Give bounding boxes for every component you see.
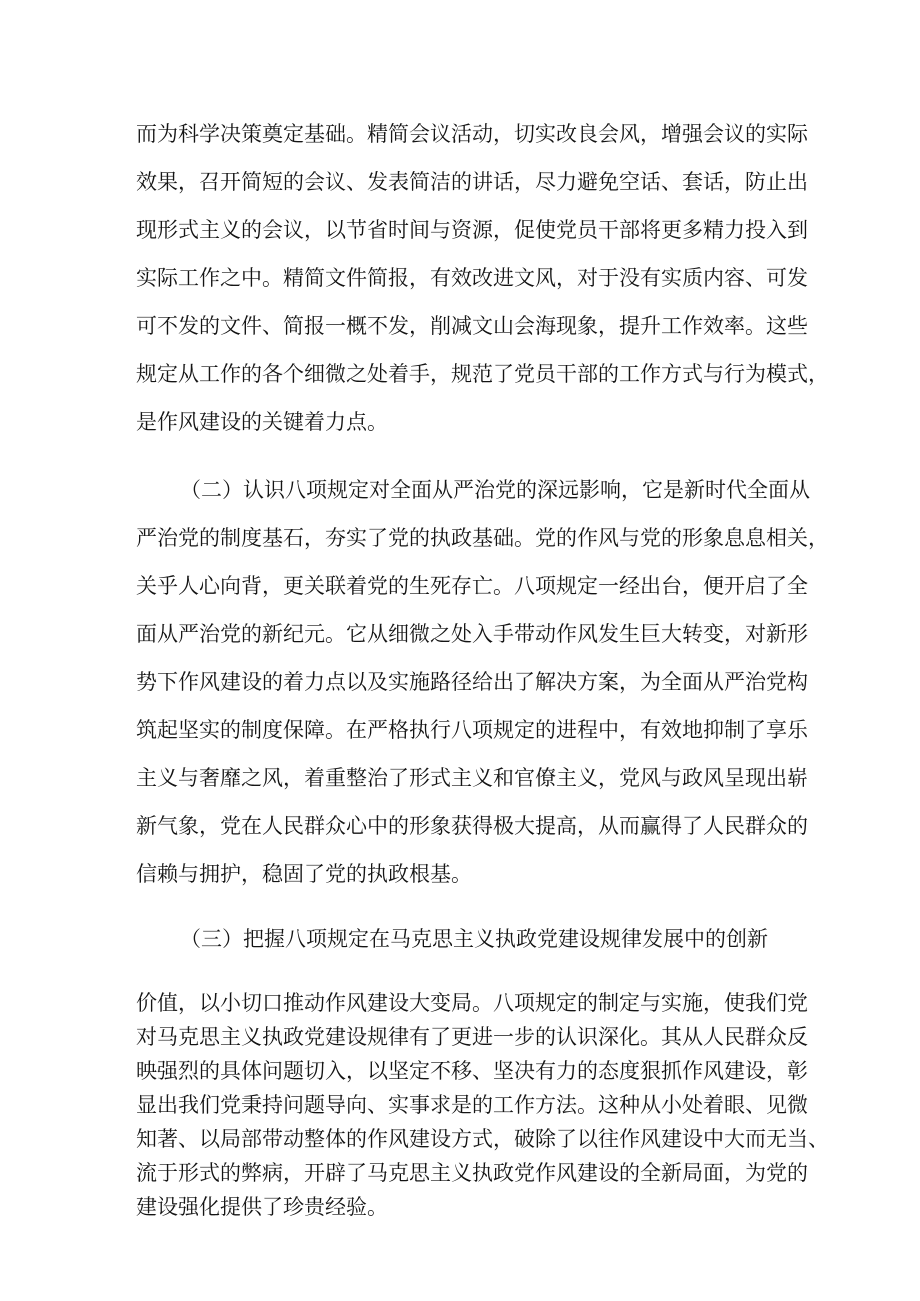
text-line: 筑起坚实的制度保障。在严格执行八项规定的进程中，有效地抑制了享乐 xyxy=(136,718,808,742)
text-line: 建设强化提供了珍贵经验。 xyxy=(136,1195,388,1219)
text-line: 流于形式的弊病，开辟了马克思主义执政党作风建设的全新局面，为党的 xyxy=(136,1161,808,1185)
text-line: 严治党的制度基石，夯实了党的执政基础。党的作风与党的形象息息相关， xyxy=(136,526,829,550)
text-line: 而为科学决策奠定基础。精简会议活动，切实改良会风，增强会议的实际 xyxy=(136,122,808,146)
text-line: 势下作风建设的着力点以及实施路径给出了解决方案，为全面从严治党构 xyxy=(136,670,808,694)
text-line: 规定从工作的各个细微之处着手，规范了党员干部的工作方式与行为模式， xyxy=(136,362,829,386)
text-line: 面从严治党的新纪元。它从细微之处入手带动作风发生巨大转变，对新形 xyxy=(136,622,808,646)
text-line: 对马克思主义执政党建设规律有了更进一步的认识深化。其从人民群众反 xyxy=(136,1025,808,1049)
text-line: 现形式主义的会议，以节省时间与资源，促使党员干部将更多精力投入到 xyxy=(136,218,808,242)
paragraph-section-two xyxy=(136,466,829,898)
text-line: 映强烈的具体问题切入，以坚定不移、坚决有力的态度狠抓作风建设，彰 xyxy=(136,1059,808,1083)
text-line: 实际工作之中。精简文件简报，有效改进文风，对于没有实质内容、可发 xyxy=(136,266,808,290)
text-line: 效果，召开简短的会议、发表简洁的讲话，尽力避免空话、套话，防止出 xyxy=(136,170,808,194)
text-line: 关乎人心向背，更关联着党的生死存亡。八项规定一经出台，便开启了全 xyxy=(136,574,808,598)
text-line: 主义与奢靡之风，着重整治了形式主义和官僚主义，党风与政风呈现出崭 xyxy=(136,766,808,790)
text-line: 新气象，党在人民群众心中的形象获得极大提高，从而赢得了人民群众的 xyxy=(136,814,808,838)
text-line: 信赖与拥护，稳固了党的执政根基。 xyxy=(136,862,472,886)
text-line: 价值，以小切口推动作风建设大变局。八项规定的制定与实施，使我们党 xyxy=(136,991,808,1015)
text-line: 是作风建设的关键着力点。 xyxy=(136,410,388,434)
paragraph-section-three xyxy=(136,922,829,1224)
text-line: 知著、以局部带动整体的作风建设方式，破除了以往作风建设中大而无当、 xyxy=(136,1127,829,1151)
text-line: （二）认识八项规定对全面从严治党的深远影响，它是新时代全面从 xyxy=(180,478,810,502)
paragraph-meeting-reform xyxy=(136,110,829,446)
text-line: 可不发的文件、简报一概不发，削减文山会海现象，提升工作效率。这些 xyxy=(136,314,808,338)
text-line: （三）把握八项规定在马克思主义执政党建设规律发展中的创新 xyxy=(180,927,768,951)
text-line: 显出我们党秉持问题导向、实事求是的工作方法。这种从小处着眼、见微 xyxy=(136,1093,808,1117)
